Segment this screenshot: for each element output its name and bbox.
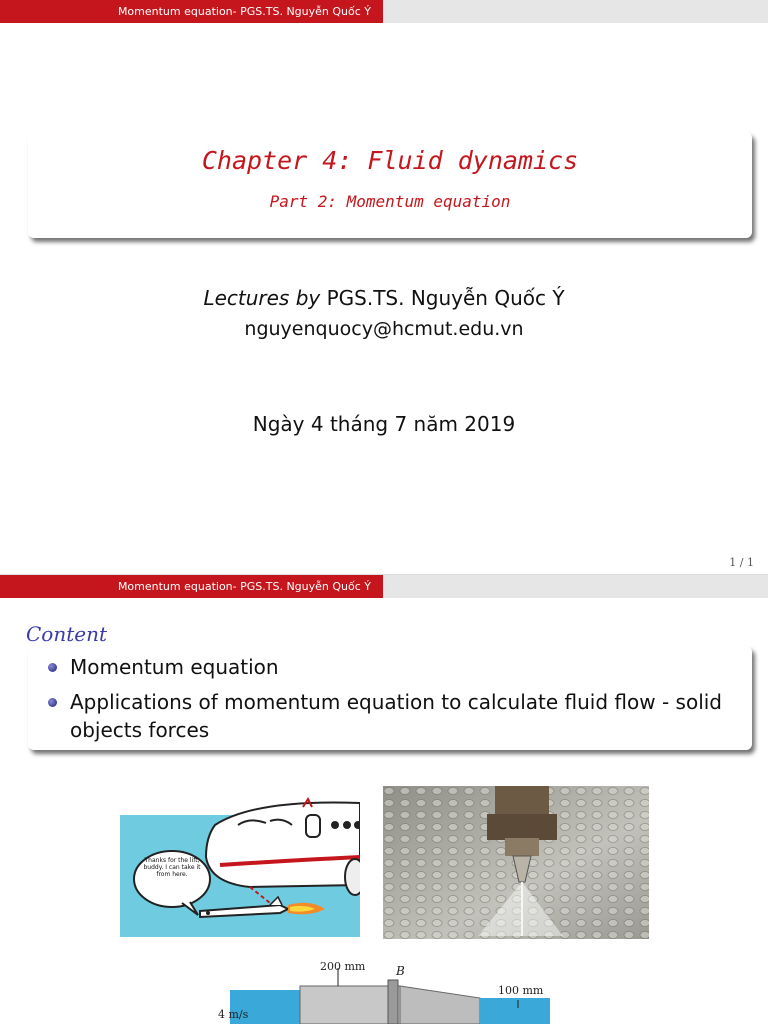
content-list-block [28,646,752,750]
bullet-icon [48,663,57,672]
slide-header-label: Momentum equation- PGS.TS. Nguyễn Quốc Ý [0,575,383,598]
slide-date: Ngày 4 tháng 7 năm 2019 [252,412,516,436]
list-item [70,653,730,681]
waterjet-photo-image [383,786,649,939]
slide-header-label: Momentum equation- PGS.TS. Nguyễn Quốc Ý [0,0,383,23]
lecturer-email: nguyenquocy@hcmut.edu.vn [244,318,524,340]
airplane-cartoon-image [120,787,360,937]
diameter-label-200: 200 mm [320,960,366,973]
list-item [70,688,730,744]
pipe-reducer-diagram [210,950,570,1024]
lecturer-line [0,286,768,310]
slide-header-bar [0,0,768,23]
lecturer-name: PGS.TS. Nguyễn Quốc Ý [326,286,565,310]
title-block [28,132,752,238]
content-heading: Content [26,622,108,646]
bullet-icon [48,698,57,707]
lecturer-prefix: Lectures by [203,286,321,310]
page-number: 1 / 1 [729,556,754,569]
list-item-text: Momentum equation [70,655,279,679]
point-b-label: B [396,964,405,978]
slide-title: Chapter 4: Fluid dynamics [201,146,579,175]
slide-subtitle: Part 2: Momentum equation [269,192,511,211]
velocity-label: 4 m/s [218,1008,249,1021]
list-item-text: Applications of momentum equation to calculate fluid flow - solid objects forces [70,690,723,742]
speech-bubble-text: Thanks for the lift, buddy. I can take it from here. [143,857,201,878]
slide-header-bar [0,575,768,598]
diameter-label-100: 100 mm [498,984,544,997]
